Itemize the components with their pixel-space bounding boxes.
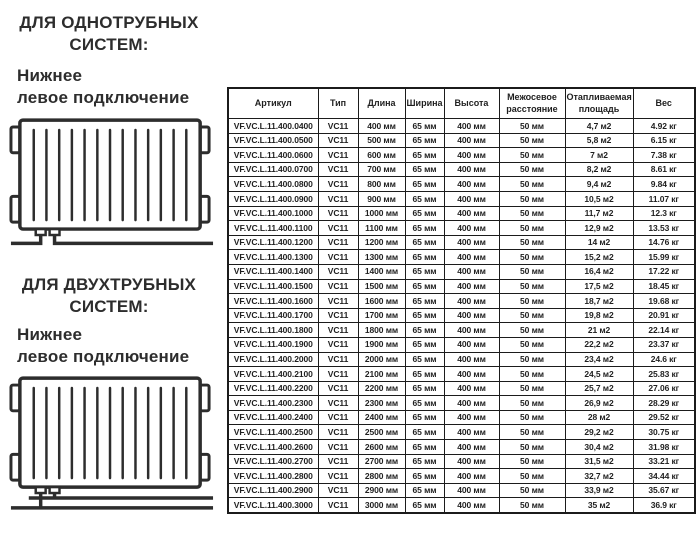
cell-axial-distance: 50 мм bbox=[499, 206, 565, 221]
cell-height: 400 мм bbox=[444, 352, 499, 367]
cell-length: 700 мм bbox=[358, 162, 405, 177]
table-row bbox=[228, 250, 695, 265]
cell-weight: 31.98 кг bbox=[633, 440, 695, 455]
cell-length: 2600 мм bbox=[358, 440, 405, 455]
two-pipe-section-title bbox=[5, 274, 213, 319]
cell-axial-distance: 50 мм bbox=[499, 308, 565, 323]
cell-article: VF.VC.L.11.400.1600 bbox=[228, 294, 318, 309]
cell-weight: 18.45 кг bbox=[633, 279, 695, 294]
cell-article: VF.VC.L.11.400.2700 bbox=[228, 454, 318, 469]
column-header-height: Высота bbox=[444, 88, 499, 119]
cell-length: 2900 мм bbox=[358, 483, 405, 498]
title-line: СИСТЕМ: bbox=[69, 297, 149, 317]
cell-weight: 12.3 кг bbox=[633, 206, 695, 221]
cell-height: 400 мм bbox=[444, 119, 499, 134]
cell-heated-area: 10,5 м2 bbox=[565, 191, 633, 206]
cell-heated-area: 11,7 м2 bbox=[565, 206, 633, 221]
cell-axial-distance: 50 мм bbox=[499, 221, 565, 236]
cell-type: VC11 bbox=[318, 119, 358, 134]
cell-axial-distance: 50 мм bbox=[499, 162, 565, 177]
cell-weight: 23.37 кг bbox=[633, 337, 695, 352]
cell-axial-distance: 50 мм bbox=[499, 133, 565, 148]
cell-width: 65 мм bbox=[405, 454, 444, 469]
cell-height: 400 мм bbox=[444, 454, 499, 469]
cell-heated-area: 15,2 м2 bbox=[565, 250, 633, 265]
title-line: ДЛЯ ОДНОТРУБНЫХ bbox=[19, 13, 199, 32]
cell-length: 1400 мм bbox=[358, 264, 405, 279]
cell-type: VC11 bbox=[318, 162, 358, 177]
table-row bbox=[228, 206, 695, 221]
cell-article: VF.VC.L.11.400.2200 bbox=[228, 381, 318, 396]
cell-axial-distance: 50 мм bbox=[499, 250, 565, 265]
cell-heated-area: 26,9 м2 bbox=[565, 396, 633, 411]
table-row bbox=[228, 498, 695, 513]
cell-height: 400 мм bbox=[444, 410, 499, 425]
cell-heated-area: 16,4 м2 bbox=[565, 264, 633, 279]
cell-length: 2100 мм bbox=[358, 367, 405, 382]
cell-width: 65 мм bbox=[405, 469, 444, 484]
cell-width: 65 мм bbox=[405, 498, 444, 513]
cell-height: 400 мм bbox=[444, 425, 499, 440]
cell-axial-distance: 50 мм bbox=[499, 352, 565, 367]
cell-article: VF.VC.L.11.400.1000 bbox=[228, 206, 318, 221]
table-row bbox=[228, 264, 695, 279]
cell-length: 2300 мм bbox=[358, 396, 405, 411]
cell-axial-distance: 50 мм bbox=[499, 264, 565, 279]
cell-type: VC11 bbox=[318, 279, 358, 294]
cell-weight: 28.29 кг bbox=[633, 396, 695, 411]
table-row bbox=[228, 410, 695, 425]
table-row bbox=[228, 483, 695, 498]
cell-width: 65 мм bbox=[405, 483, 444, 498]
cell-heated-area: 17,5 м2 bbox=[565, 279, 633, 294]
cell-width: 65 мм bbox=[405, 221, 444, 236]
cell-length: 1000 мм bbox=[358, 206, 405, 221]
cell-type: VC11 bbox=[318, 177, 358, 192]
cell-length: 1800 мм bbox=[358, 323, 405, 338]
cell-article: VF.VC.L.11.400.2600 bbox=[228, 440, 318, 455]
cell-heated-area: 31,5 м2 bbox=[565, 454, 633, 469]
cell-type: VC11 bbox=[318, 337, 358, 352]
cell-height: 400 мм bbox=[444, 337, 499, 352]
cell-type: VC11 bbox=[318, 191, 358, 206]
cell-article: VF.VC.L.11.400.1900 bbox=[228, 337, 318, 352]
cell-length: 3000 мм bbox=[358, 498, 405, 513]
column-header-axial-distance: Межосевое расстояние bbox=[499, 88, 565, 119]
cell-heated-area: 25,7 м2 bbox=[565, 381, 633, 396]
column-header-type: Тип bbox=[318, 88, 358, 119]
cell-type: VC11 bbox=[318, 308, 358, 323]
cell-heated-area: 23,4 м2 bbox=[565, 352, 633, 367]
cell-heated-area: 9,4 м2 bbox=[565, 177, 633, 192]
connection-schemes-panel bbox=[5, 0, 221, 535]
cell-article: VF.VC.L.11.400.1700 bbox=[228, 308, 318, 323]
single-pipe-connection-label bbox=[17, 65, 221, 109]
cell-width: 65 мм bbox=[405, 250, 444, 265]
subtitle-line: Нижнее bbox=[17, 325, 83, 344]
cell-length: 1200 мм bbox=[358, 235, 405, 250]
cell-heated-area: 7 м2 bbox=[565, 148, 633, 163]
cell-width: 65 мм bbox=[405, 119, 444, 134]
cell-height: 400 мм bbox=[444, 235, 499, 250]
cell-weight: 8.61 кг bbox=[633, 162, 695, 177]
cell-type: VC11 bbox=[318, 250, 358, 265]
cell-type: VC11 bbox=[318, 235, 358, 250]
table-row bbox=[228, 323, 695, 338]
cell-axial-distance: 50 мм bbox=[499, 279, 565, 294]
cell-article: VF.VC.L.11.400.2400 bbox=[228, 410, 318, 425]
table-row bbox=[228, 279, 695, 294]
two-pipe-connection-label bbox=[17, 324, 221, 368]
cell-length: 2200 мм bbox=[358, 381, 405, 396]
cell-weight: 14.76 кг bbox=[633, 235, 695, 250]
cell-type: VC11 bbox=[318, 148, 358, 163]
table-row bbox=[228, 177, 695, 192]
cell-width: 65 мм bbox=[405, 308, 444, 323]
cell-width: 65 мм bbox=[405, 381, 444, 396]
cell-heated-area: 35 м2 bbox=[565, 498, 633, 513]
cell-axial-distance: 50 мм bbox=[499, 410, 565, 425]
cell-length: 800 мм bbox=[358, 177, 405, 192]
cell-type: VC11 bbox=[318, 206, 358, 221]
cell-weight: 34.44 кг bbox=[633, 469, 695, 484]
cell-length: 2000 мм bbox=[358, 352, 405, 367]
cell-type: VC11 bbox=[318, 440, 358, 455]
cell-axial-distance: 50 мм bbox=[499, 294, 565, 309]
cell-height: 400 мм bbox=[444, 469, 499, 484]
cell-height: 400 мм bbox=[444, 148, 499, 163]
cell-width: 65 мм bbox=[405, 279, 444, 294]
cell-height: 400 мм bbox=[444, 381, 499, 396]
cell-type: VC11 bbox=[318, 352, 358, 367]
table-row bbox=[228, 294, 695, 309]
cell-heated-area: 24,5 м2 bbox=[565, 367, 633, 382]
cell-article: VF.VC.L.11.400.1300 bbox=[228, 250, 318, 265]
cell-weight: 13.53 кг bbox=[633, 221, 695, 236]
cell-height: 400 мм bbox=[444, 367, 499, 382]
cell-article: VF.VC.L.11.400.0900 bbox=[228, 191, 318, 206]
cell-weight: 15.99 кг bbox=[633, 250, 695, 265]
cell-width: 65 мм bbox=[405, 235, 444, 250]
cell-axial-distance: 50 мм bbox=[499, 148, 565, 163]
cell-weight: 36.9 кг bbox=[633, 498, 695, 513]
cell-weight: 19.68 кг bbox=[633, 294, 695, 309]
cell-weight: 6.15 кг bbox=[633, 133, 695, 148]
cell-heated-area: 12,9 м2 bbox=[565, 221, 633, 236]
table-row bbox=[228, 119, 695, 134]
cell-height: 400 мм bbox=[444, 250, 499, 265]
cell-length: 500 мм bbox=[358, 133, 405, 148]
cell-type: VC11 bbox=[318, 367, 358, 382]
cell-width: 65 мм bbox=[405, 425, 444, 440]
cell-article: VF.VC.L.11.400.1200 bbox=[228, 235, 318, 250]
cell-weight: 33.21 кг bbox=[633, 454, 695, 469]
cell-width: 65 мм bbox=[405, 352, 444, 367]
cell-weight: 11.07 кг bbox=[633, 191, 695, 206]
cell-length: 1700 мм bbox=[358, 308, 405, 323]
cell-article: VF.VC.L.11.400.2100 bbox=[228, 367, 318, 382]
cell-type: VC11 bbox=[318, 323, 358, 338]
title-line: СИСТЕМ: bbox=[69, 35, 149, 55]
cell-weight: 29.52 кг bbox=[633, 410, 695, 425]
cell-axial-distance: 50 мм bbox=[499, 483, 565, 498]
cell-heated-area: 8,2 м2 bbox=[565, 162, 633, 177]
cell-axial-distance: 50 мм bbox=[499, 425, 565, 440]
column-header-article: Артикул bbox=[228, 88, 318, 119]
single-pipe-section-title bbox=[5, 12, 213, 57]
radiator-spec-table bbox=[227, 87, 696, 514]
cell-length: 2800 мм bbox=[358, 469, 405, 484]
cell-height: 400 мм bbox=[444, 177, 499, 192]
table-row bbox=[228, 191, 695, 206]
cell-width: 65 мм bbox=[405, 367, 444, 382]
cell-type: VC11 bbox=[318, 294, 358, 309]
cell-height: 400 мм bbox=[444, 308, 499, 323]
title-line: ДЛЯ ДВУХТРУБНЫХ bbox=[21, 275, 197, 294]
cell-article: VF.VC.L.11.400.0800 bbox=[228, 177, 318, 192]
cell-weight: 30.75 кг bbox=[633, 425, 695, 440]
cell-article: VF.VC.L.11.400.1500 bbox=[228, 279, 318, 294]
cell-width: 65 мм bbox=[405, 162, 444, 177]
cell-height: 400 мм bbox=[444, 483, 499, 498]
cell-weight: 4.92 кг bbox=[633, 119, 695, 134]
column-header-heated-area: Отапливаемая площадь bbox=[565, 88, 633, 119]
cell-width: 65 мм bbox=[405, 410, 444, 425]
cell-width: 65 мм bbox=[405, 294, 444, 309]
two-pipe-radiator-diagram bbox=[7, 374, 217, 513]
cell-article: VF.VC.L.11.400.3000 bbox=[228, 498, 318, 513]
cell-length: 900 мм bbox=[358, 191, 405, 206]
cell-heated-area: 18,7 м2 bbox=[565, 294, 633, 309]
cell-article: VF.VC.L.11.400.2900 bbox=[228, 483, 318, 498]
cell-width: 65 мм bbox=[405, 191, 444, 206]
cell-heated-area: 29,2 м2 bbox=[565, 425, 633, 440]
cell-heated-area: 22,2 м2 bbox=[565, 337, 633, 352]
cell-type: VC11 bbox=[318, 469, 358, 484]
cell-weight: 7.38 кг bbox=[633, 148, 695, 163]
cell-axial-distance: 50 мм bbox=[499, 337, 565, 352]
cell-length: 1100 мм bbox=[358, 221, 405, 236]
cell-length: 400 мм bbox=[358, 119, 405, 134]
cell-axial-distance: 50 мм bbox=[499, 498, 565, 513]
cell-width: 65 мм bbox=[405, 206, 444, 221]
cell-article: VF.VC.L.11.400.1100 bbox=[228, 221, 318, 236]
cell-heated-area: 30,4 м2 bbox=[565, 440, 633, 455]
cell-length: 600 мм bbox=[358, 148, 405, 163]
cell-width: 65 мм bbox=[405, 148, 444, 163]
cell-height: 400 мм bbox=[444, 498, 499, 513]
cell-type: VC11 bbox=[318, 221, 358, 236]
cell-height: 400 мм bbox=[444, 294, 499, 309]
cell-height: 400 мм bbox=[444, 162, 499, 177]
cell-width: 65 мм bbox=[405, 323, 444, 338]
cell-width: 65 мм bbox=[405, 177, 444, 192]
cell-axial-distance: 50 мм bbox=[499, 469, 565, 484]
table-row bbox=[228, 352, 695, 367]
cell-axial-distance: 50 мм bbox=[499, 454, 565, 469]
table-row bbox=[228, 425, 695, 440]
cell-type: VC11 bbox=[318, 133, 358, 148]
cell-type: VC11 bbox=[318, 264, 358, 279]
cell-weight: 9.84 кг bbox=[633, 177, 695, 192]
header-row bbox=[228, 88, 695, 119]
table-row bbox=[228, 381, 695, 396]
cell-heated-area: 32,7 м2 bbox=[565, 469, 633, 484]
cell-weight: 27.06 кг bbox=[633, 381, 695, 396]
cell-height: 400 мм bbox=[444, 264, 499, 279]
cell-weight: 24.6 кг bbox=[633, 352, 695, 367]
cell-axial-distance: 50 мм bbox=[499, 119, 565, 134]
cell-type: VC11 bbox=[318, 396, 358, 411]
cell-type: VC11 bbox=[318, 483, 358, 498]
cell-axial-distance: 50 мм bbox=[499, 235, 565, 250]
table-row bbox=[228, 454, 695, 469]
cell-height: 400 мм bbox=[444, 221, 499, 236]
cell-axial-distance: 50 мм bbox=[499, 440, 565, 455]
table-row bbox=[228, 235, 695, 250]
cell-article: VF.VC.L.11.400.2500 bbox=[228, 425, 318, 440]
cell-heated-area: 21 м2 bbox=[565, 323, 633, 338]
table-row bbox=[228, 396, 695, 411]
single-pipe-radiator-diagram bbox=[7, 116, 217, 249]
cell-width: 65 мм bbox=[405, 337, 444, 352]
subtitle-line: левое подключение bbox=[17, 346, 190, 366]
cell-weight: 22.14 кг bbox=[633, 323, 695, 338]
cell-heated-area: 4,7 м2 bbox=[565, 119, 633, 134]
cell-width: 65 мм bbox=[405, 264, 444, 279]
column-header-width: Ширина bbox=[405, 88, 444, 119]
cell-axial-distance: 50 мм bbox=[499, 323, 565, 338]
subtitle-line: левое подключение bbox=[17, 87, 190, 107]
cell-article: VF.VC.L.11.400.0700 bbox=[228, 162, 318, 177]
cell-heated-area: 5,8 м2 bbox=[565, 133, 633, 148]
cell-article: VF.VC.L.11.400.2800 bbox=[228, 469, 318, 484]
table-row bbox=[228, 221, 695, 236]
table-row bbox=[228, 367, 695, 382]
column-header-length: Длина bbox=[358, 88, 405, 119]
cell-axial-distance: 50 мм bbox=[499, 396, 565, 411]
cell-length: 2500 мм bbox=[358, 425, 405, 440]
table-row bbox=[228, 337, 695, 352]
cell-length: 1500 мм bbox=[358, 279, 405, 294]
cell-weight: 35.67 кг bbox=[633, 483, 695, 498]
cell-width: 65 мм bbox=[405, 440, 444, 455]
cell-width: 65 мм bbox=[405, 133, 444, 148]
cell-heated-area: 19,8 м2 bbox=[565, 308, 633, 323]
cell-heated-area: 28 м2 bbox=[565, 410, 633, 425]
cell-length: 1600 мм bbox=[358, 294, 405, 309]
cell-length: 1900 мм bbox=[358, 337, 405, 352]
cell-weight: 20.91 кг bbox=[633, 308, 695, 323]
subtitle-line: Нижнее bbox=[17, 66, 83, 85]
cell-height: 400 мм bbox=[444, 440, 499, 455]
cell-height: 400 мм bbox=[444, 323, 499, 338]
spec-table-header bbox=[228, 88, 695, 119]
cell-type: VC11 bbox=[318, 425, 358, 440]
cell-length: 2700 мм bbox=[358, 454, 405, 469]
cell-length: 2400 мм bbox=[358, 410, 405, 425]
cell-article: VF.VC.L.11.400.2000 bbox=[228, 352, 318, 367]
table-row bbox=[228, 469, 695, 484]
cell-axial-distance: 50 мм bbox=[499, 191, 565, 206]
spec-table-body bbox=[228, 119, 695, 514]
cell-article: VF.VC.L.11.400.0600 bbox=[228, 148, 318, 163]
cell-height: 400 мм bbox=[444, 206, 499, 221]
table-row bbox=[228, 148, 695, 163]
cell-type: VC11 bbox=[318, 454, 358, 469]
cell-article: VF.VC.L.11.400.0400 bbox=[228, 119, 318, 134]
cell-type: VC11 bbox=[318, 498, 358, 513]
column-header-weight: Вес bbox=[633, 88, 695, 119]
cell-width: 65 мм bbox=[405, 396, 444, 411]
cell-article: VF.VC.L.11.400.1400 bbox=[228, 264, 318, 279]
cell-axial-distance: 50 мм bbox=[499, 177, 565, 192]
table-row bbox=[228, 308, 695, 323]
cell-article: VF.VC.L.11.400.1800 bbox=[228, 323, 318, 338]
cell-article: VF.VC.L.11.400.2300 bbox=[228, 396, 318, 411]
cell-height: 400 мм bbox=[444, 191, 499, 206]
cell-weight: 17.22 кг bbox=[633, 264, 695, 279]
table-row bbox=[228, 162, 695, 177]
cell-axial-distance: 50 мм bbox=[499, 381, 565, 396]
cell-weight: 25.83 кг bbox=[633, 367, 695, 382]
cell-height: 400 мм bbox=[444, 279, 499, 294]
table-row bbox=[228, 440, 695, 455]
table-row bbox=[228, 133, 695, 148]
cell-height: 400 мм bbox=[444, 396, 499, 411]
cell-axial-distance: 50 мм bbox=[499, 367, 565, 382]
cell-heated-area: 14 м2 bbox=[565, 235, 633, 250]
cell-length: 1300 мм bbox=[358, 250, 405, 265]
cell-type: VC11 bbox=[318, 381, 358, 396]
cell-type: VC11 bbox=[318, 410, 358, 425]
cell-article: VF.VC.L.11.400.0500 bbox=[228, 133, 318, 148]
cell-height: 400 мм bbox=[444, 133, 499, 148]
cell-heated-area: 33,9 м2 bbox=[565, 483, 633, 498]
